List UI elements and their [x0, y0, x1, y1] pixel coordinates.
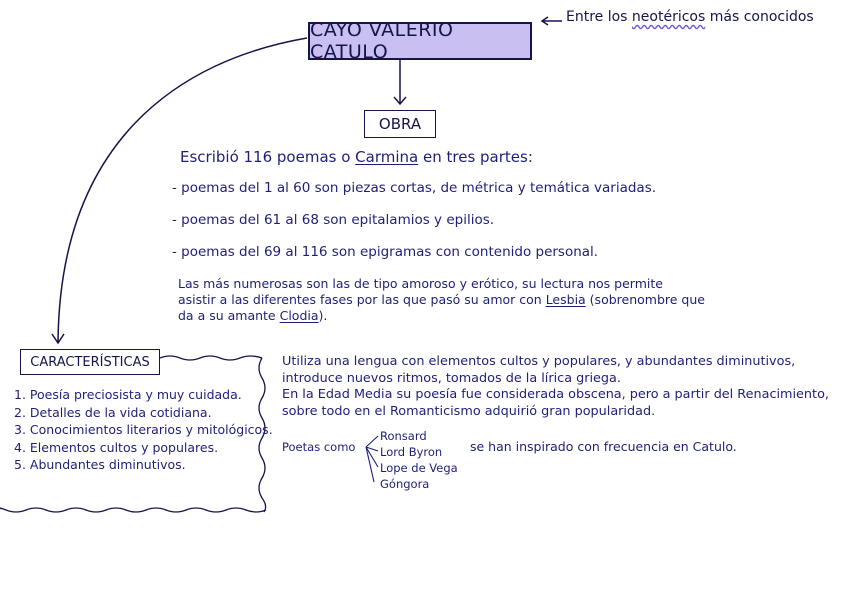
caracteristicas-list [14, 386, 273, 474]
part-2: - poemas del 61 al 68 son epitalamios y epilios. [172, 212, 495, 228]
carmina-word: Carmina [355, 148, 419, 166]
poet-name: Góngora [380, 477, 430, 491]
intro-suffix: en tres partes: [418, 148, 533, 166]
note-text [566, 9, 814, 25]
poets-suffix: se han inspirado con frecuencia en Catulo. [470, 439, 737, 454]
love-line-2: asistir a las diferentes fases por las que pasó su amor con Lesbia (sobrenombre que [178, 292, 705, 307]
intro-prefix: Escribió 116 poemas o [180, 148, 356, 166]
part-3: - poemas del 69 al 116 son epigramas con contenido personal. [172, 244, 599, 260]
note-arrow [542, 17, 562, 25]
lesbia-word: Lesbia [545, 292, 586, 307]
right-line: Utiliza una lengua con elementos cultos y populares, y abundantes diminutivos, [282, 354, 796, 369]
title-text: CAYO VALERIO CATULO [310, 19, 454, 63]
note-suffix: más conocidos [705, 9, 814, 25]
love-line-3: da a su amante Clodia). [178, 308, 328, 323]
poet-name: Ronsard [380, 429, 427, 443]
note-highlight: neotéricos [631, 9, 706, 25]
right-line: sobre todo en el Romanticismo adquirió gran popularidad. [282, 403, 656, 419]
poets-brace [366, 436, 378, 482]
title-box [308, 19, 532, 63]
love-paragraph [178, 276, 705, 324]
poet-name: Lord Byron [380, 445, 443, 459]
list-item: 4. Elementos cultos y populares. [14, 439, 219, 455]
poet-name: Lope de Vega [380, 461, 458, 475]
intro-text [180, 148, 533, 166]
note-prefix: Entre los [566, 9, 632, 25]
list-item: 5. Abundantes diminutivos. [14, 457, 186, 472]
part-1: - poemas del 1 al 60 son piezas cortas, de métrica y temática variadas. [172, 180, 657, 196]
caracteristicas-box [20, 349, 160, 375]
right-paragraph [282, 354, 829, 420]
obra-arrow [394, 60, 406, 104]
clodia-word: Clodia [279, 308, 319, 323]
obra-label: OBRA [378, 115, 422, 133]
poets-label: Poetas como [282, 440, 356, 454]
love-line-1: Las más numerosas son las de tipo amoroso y erótico, su lectura nos permite [178, 276, 663, 291]
right-line: En la Edad Media su poesía fue considerada obscena, pero a partir del Renacimiento, [282, 387, 829, 402]
list-item: 3. Conocimientos literarios y mitológicos. [14, 422, 273, 437]
list-item: 1. Poesía preciosista y muy cuidada. [14, 387, 242, 402]
caracteristicas-title: CARACTERÍSTICAS [30, 354, 150, 370]
poets-list [380, 428, 458, 492]
list-item: 2. Detalles de la vida cotidiana. [14, 404, 212, 420]
right-line: introduce nuevos ritmos, tomados de la lírica griega. [282, 370, 621, 386]
obra-box [364, 110, 436, 138]
